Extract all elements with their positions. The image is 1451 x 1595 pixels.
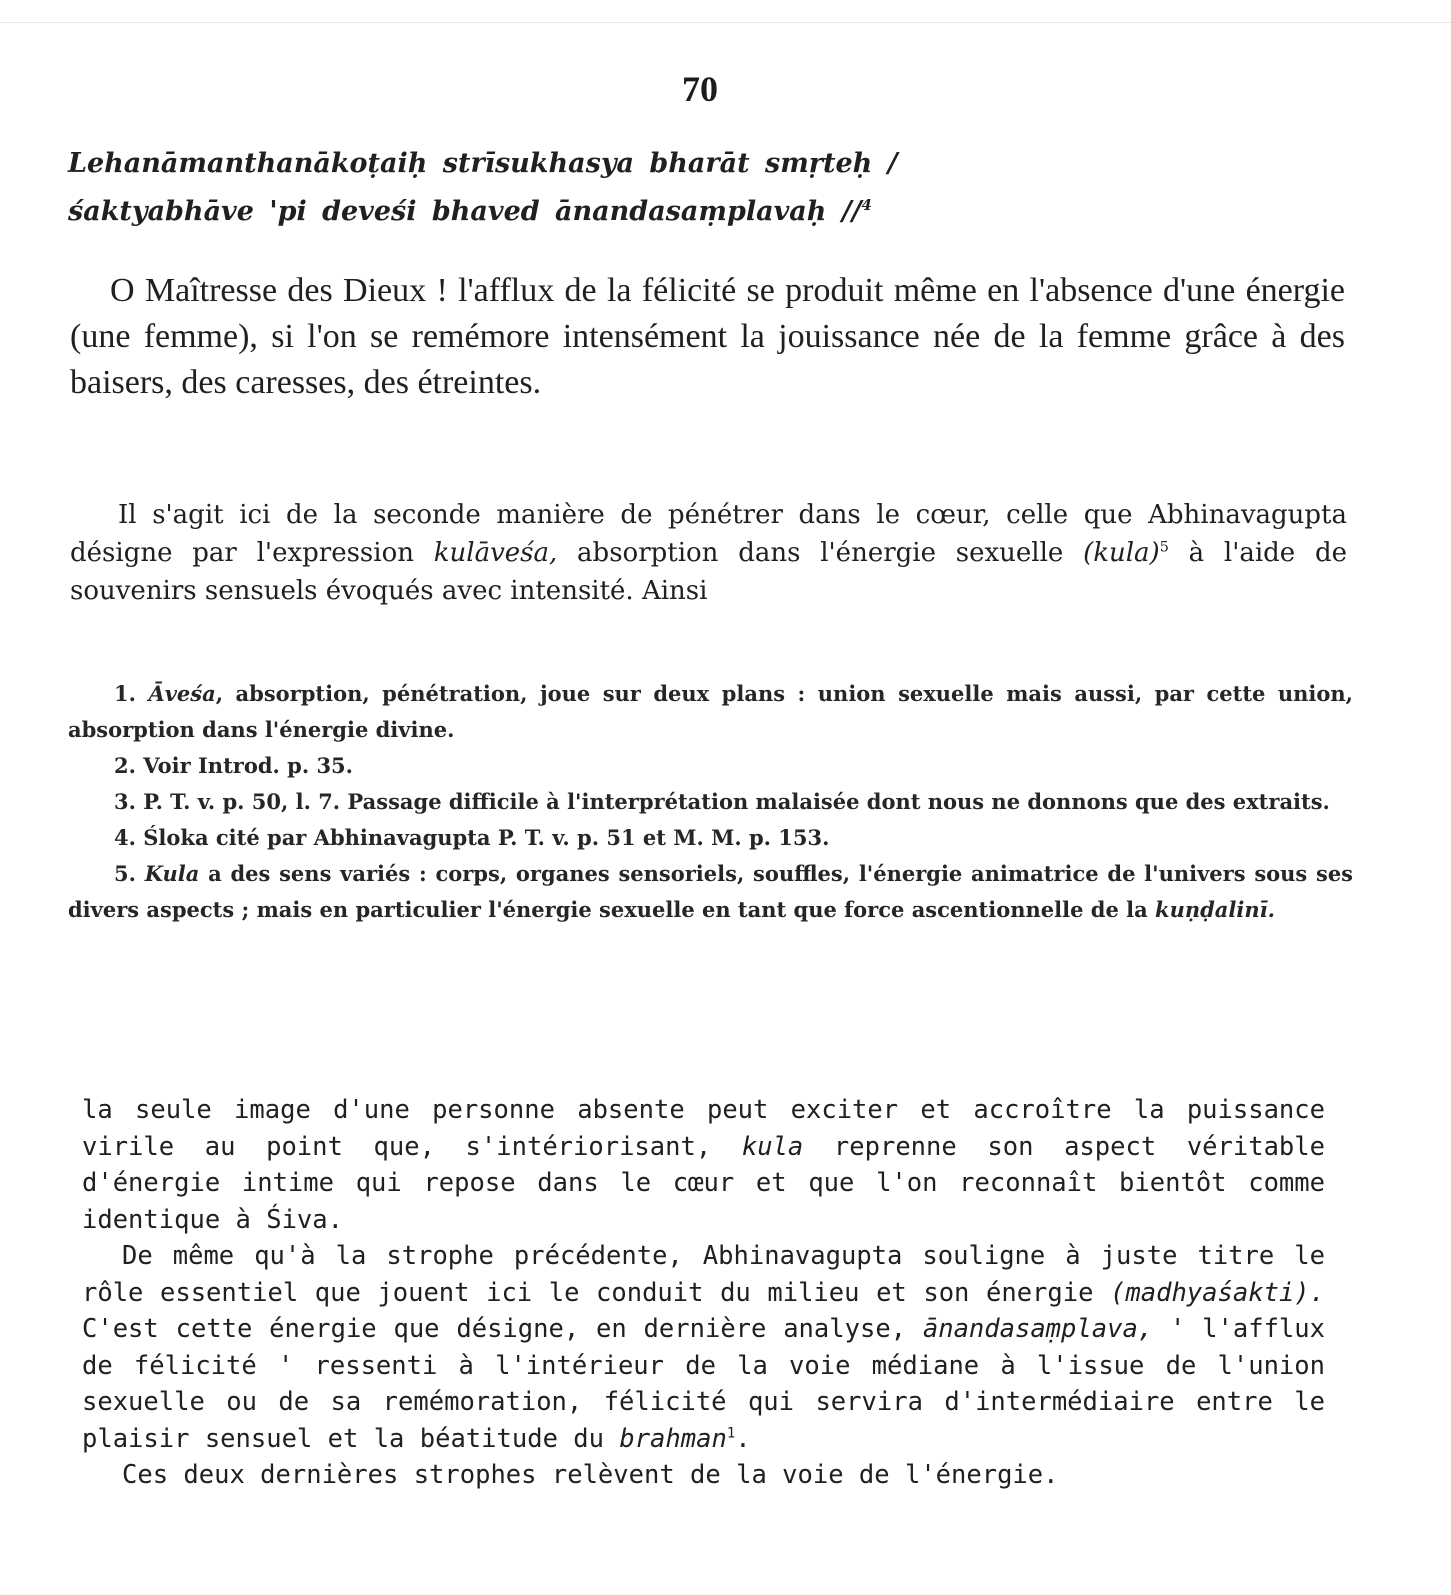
term-kula: kula [741,1131,804,1162]
footnote-number: 3. [114,789,136,814]
footnote-text: Voir Introd. p. 35. [143,753,353,778]
footnote-number: 2. [114,753,136,778]
footnotes [68,676,1353,928]
verse-line-2-text: śaktyabhāve 'pi deveśi bhaved ānandasaṃplavaḥ // [68,196,862,227]
footnote-ref-5: 5 [1159,539,1169,556]
text: la seule image d'une personne absente peut exciter et accroître la puissance virile au point que, s'intériorisant, [82,1095,1325,1162]
footnote-number: 4. [114,825,136,850]
commentary1-text-a: Il s'agit ici de la seconde manière de pénétrer dans le cœur, celle que Abhinavagupta désigne par l'expression [70,500,1347,568]
footnote-5 [68,856,1353,928]
commentary2-paragraph-3: Ces deux dernières strophes relèvent de la voie de l'énergie. [122,1460,1059,1490]
term-kundalini: kuṇḍalinī. [1155,897,1275,922]
term-avesa: Āveśa [148,681,216,706]
sanskrit-verse [68,140,1368,236]
term-kula: Kula [144,861,200,886]
text: ' l'afflux de félicité ' ressenti à l'intérieur de la voie médiane à l'issue de l'union sexuelle ou de sa remémoration, félicité qui servira d'intermédiaire entre le plaisir sensuel et la béatitude du [82,1314,1325,1454]
commentary-continuation [82,1092,1325,1494]
footnote-4 [68,820,1353,856]
text: De même qu'à la strophe précédente, Abhinavagupta souligne à juste titre le rôle essentiel que jouent ici le conduit du milieu et son énergie [82,1241,1325,1308]
footnote-ref-1: 1 [726,1425,736,1441]
commentary2-paragraph-2 [82,1238,1325,1457]
term-kula: (kula) [1083,538,1160,568]
footnote-2 [68,748,1353,784]
footnote-text: P. T. v. p. 50, l. 7. Passage difficile à l'interprétation malaisée dont nous ne donnons que des extraits. [143,789,1330,814]
footnote-number: 1. [114,681,136,706]
page-number: 70 [682,69,718,109]
verse-translation: O Maîtresse des Dieux ! l'afflux de la félicité se produit même en l'absence d'une énergie (une femme), si l'on se remémore intensément la jouissance née de la femme grâce à des baisers, des caresses, des étreintes. [70,272,1345,401]
commentary2-paragraph-1 [82,1092,1325,1238]
top-divider [0,22,1451,23]
commentary-paragraph-1 [70,496,1347,610]
verse-line-2 [68,188,1368,236]
footnote-number: 5. [114,861,136,886]
term-anandasamplava: ānandasaṃplava, [922,1314,1154,1344]
footnote-text: a des sens variés : corps, organes sensoriels, souffles, l'énergie animatrice de l'univers sous ses divers aspects ; mais en particulier l'énergie sexuelle en tant que force ascentionnelle de la [68,861,1354,922]
text: C'est cette énergie que désigne, en dernière analyse, [82,1314,923,1344]
footnote-text: Śloka cité par Abhinavagupta P. T. v. p. 51 et M. M. p. 153. [143,825,830,850]
footnote-text: , absorption, pénétration, joue sur deux plans : union sexuelle mais aussi, par cette union, absorption dans l'énergie divine. [68,681,1353,742]
term-kulavesa: kulāveśa, [433,538,558,568]
text: . [735,1423,751,1454]
commentary1-text-b: absorption dans l'énergie sexuelle [557,538,1084,568]
footnote-ref-4: 4 [861,196,872,214]
commentary1-text-c: à l'aide de souvenirs sensuels évoqués avec intensité. Ainsi [70,538,1348,606]
footnote-1 [68,676,1353,748]
term-brahman: brahman [619,1423,727,1454]
text: reprenne son aspect véritable d'énergie intime qui repose dans le cœur et que l'on reconnaît bientôt comme identique à Śiva. [82,1131,1325,1235]
term-madhyasakti: (madhyaśakti). [1110,1277,1325,1308]
footnote-3 [68,784,1353,820]
verse-line-1: Lehanāmanthanākoṭaiḥ strīsukhasya bharāt smṛteḥ / [68,148,898,179]
